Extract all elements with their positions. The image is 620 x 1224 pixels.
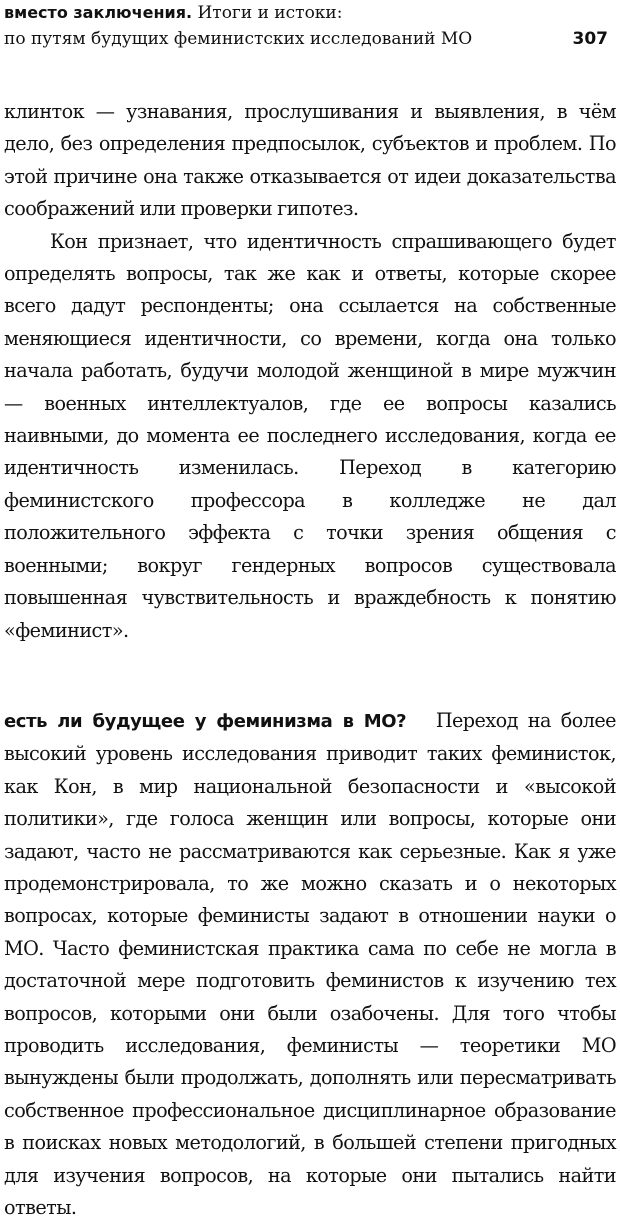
paragraph-2: Кон признает, что идентичность спрашивающего будет определять вопросы, так же как и ответы, которые скорее всего дадут респонденты; она ссылается на собственные меняющиеся идентичности, со времени, когда она только начала работать, будучи молодой женщиной в мире мужчин — военных интеллектуалов, где ее вопросы казались наивными, до момента ее последнего исследования, когда ее идентичность изменилась. Переход в категорию феминистского профессора в колледже не дал положительного эффекта с точки зрения общения с военными; вокруг гендерных вопросов существовала повышенная чувствительность и враждебность к понятию «феминист». — [4, 229, 616, 642]
running-head-title-line — [4, 0, 616, 26]
paragraph-3 — [4, 705, 616, 1224]
body-text — [4, 96, 616, 1224]
chapter-label: вместо заключения. — [4, 3, 193, 22]
chapter-title: Итоги и истоки: — [197, 3, 343, 23]
paragraph-1: клинток — узнавания, прослушивания и выявления, в чём дело, без определения предпосылок, субъектов и проблем. По этой причине она также отказывается от идеи доказательства соображений или проверки гипотез. — [4, 100, 616, 221]
running-head-subtitle: по путям будущих феминистских исследований МО — [4, 29, 473, 49]
running-head — [4, 0, 616, 52]
paragraph-3-text: Переход на более высокий уровень исследования приводит таких феминисток, как Кон, в мир национальной безопасности и «высокой политики», где голоса женщин или вопросы, которые они задают, часто не рассматриваются как серьезные. Как я уже продемонстрировала, то же можно сказать и о некоторых вопросах, которые феминисты задают в отношении науки о МО. Часто феминистская практика сама по себе не могла в достаточной мере подготовить феминистов к изучению тех вопросов, которыми они были озабочены. Для того чтобы проводить исследования, феминисты — теоретики МО вынуждены были продолжать, дополнять или пересматривать собственное профессиональное дисциплинарное образование в поисках новых методологий, в большей степени пригодных для изучения вопросов, на которые они пытались найти ответы. — [4, 708, 616, 1219]
section-heading: есть ли будущее у феминизма в МО? — [4, 710, 407, 732]
page-number: 307 — [572, 29, 608, 49]
